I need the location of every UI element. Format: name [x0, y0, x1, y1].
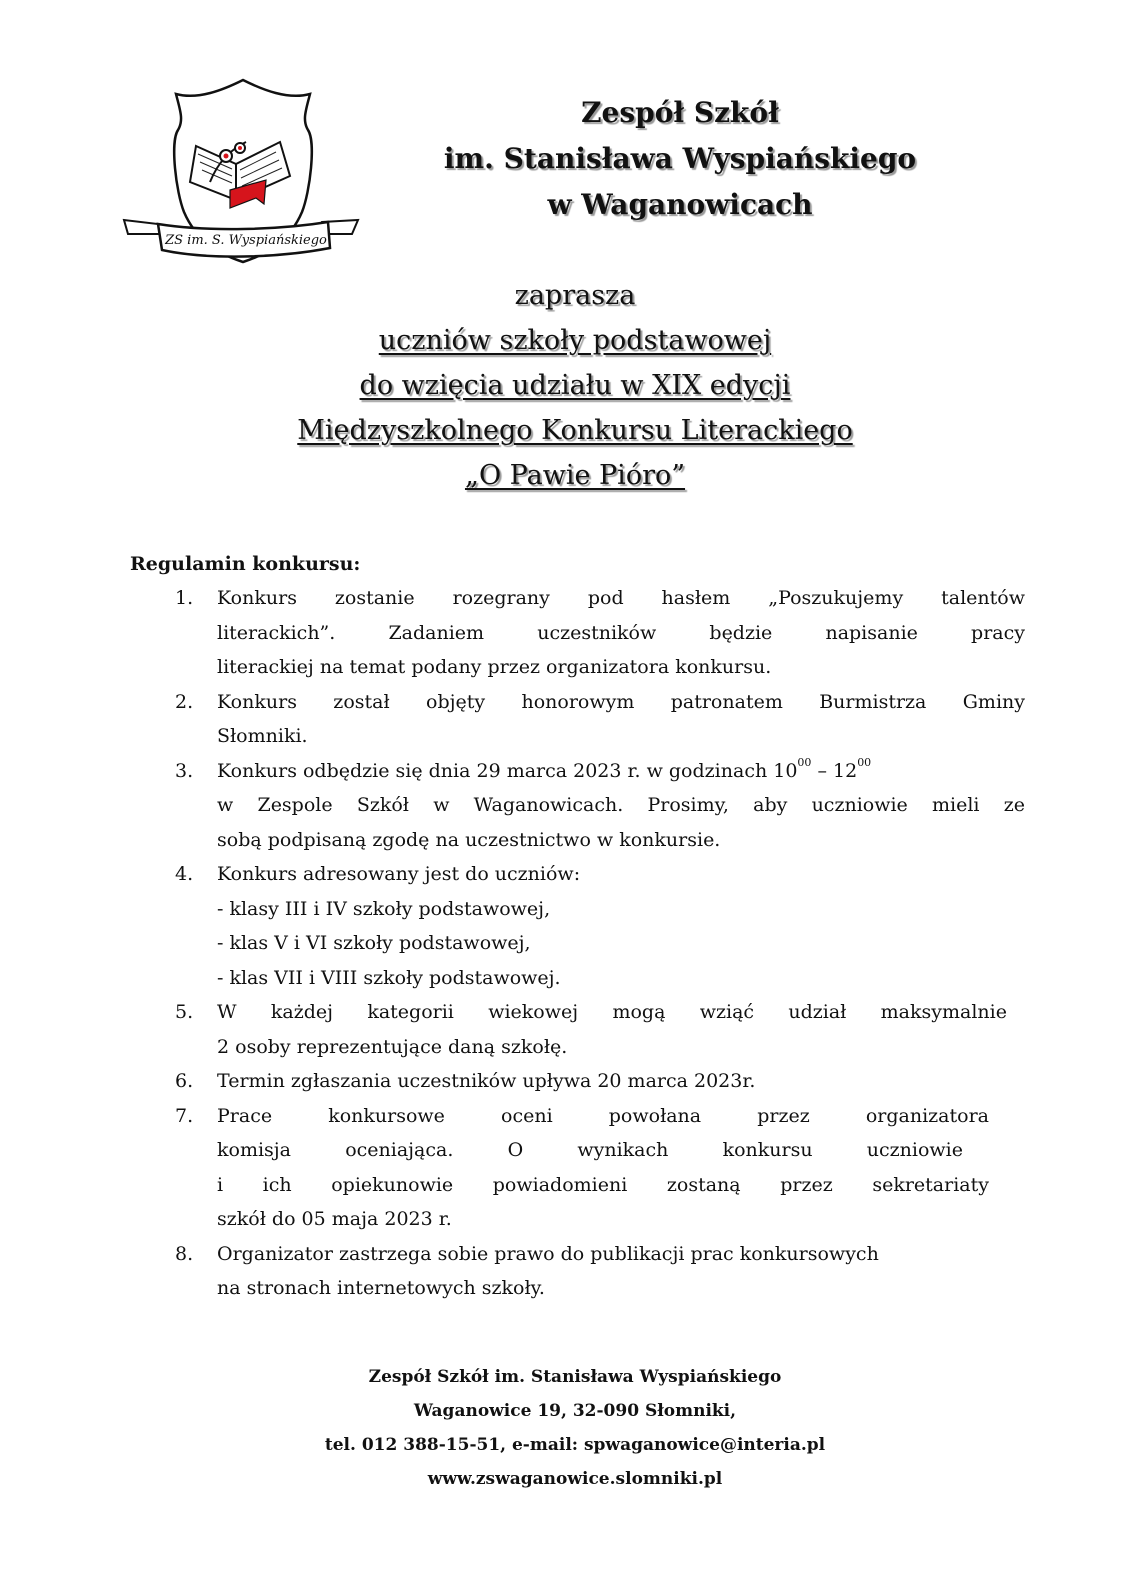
invitation-audience: uczniów szkoły podstawowej — [378, 325, 772, 356]
rule-category-line: - klas V i VI szkoły podstawowej, — [217, 932, 531, 954]
footer-contact — [150, 1360, 1000, 1496]
rule-text-line: komisja oceniająca. O wynikach konkursu uczniowie — [217, 1139, 963, 1161]
footer-address: Waganowice 19, 32-090 Słomniki, — [413, 1401, 737, 1421]
footer-phone-email: tel. 012 388-15-51, e-mail: spwaganowice@interia.pl — [324, 1435, 826, 1455]
rule-text-line: na stronach internetowych szkoły. — [217, 1277, 545, 1299]
rule-text-line: Konkurs został objęty honorowym patronatem Burmistrza Gminy — [217, 690, 1025, 713]
rule-text-line: Prace konkursowe oceni powołana przez organizatora — [217, 1104, 989, 1127]
rule-category-line: - klasy III i IV szkoły podstawowej, — [217, 897, 551, 920]
rule-text-line: Konkurs zostanie rozegrany pod hasłem „Poszukujemy talentów — [217, 587, 1025, 609]
rule-number: 1. — [175, 587, 194, 609]
rule-item — [175, 1099, 1025, 1237]
rule-category-line: - klas VII i VIII szkoły podstawowej. — [217, 966, 561, 989]
footer-website: www.zswaganowice.slomniki.pl — [427, 1469, 723, 1489]
rule-text-line: Termin zgłaszania uczestników upływa 20 marca 2023r. — [217, 1070, 756, 1092]
rule-item — [175, 857, 1025, 995]
rule-item — [175, 1064, 1025, 1099]
rule-item — [175, 1237, 1025, 1306]
rules-list — [175, 581, 1025, 1306]
rules-heading: Regulamin konkursu: — [130, 553, 361, 575]
rule-text-line: Słomniki. — [217, 725, 308, 747]
footer-school-name: Zespół Szkół im. Stanisława Wyspiańskiego — [368, 1367, 782, 1387]
school-name-line-3: w Waganowicach — [547, 188, 813, 221]
school-logo — [118, 72, 368, 282]
school-name-line-2: im. Stanisława Wyspiańskiego — [443, 142, 917, 175]
invitation-contest-name: Międzyszkolnego Konkursu Literackiego — [297, 415, 853, 446]
rule-text-line: w Zespole Szkół w Waganowicach. Prosimy, aby uczniowie mieli ze — [217, 794, 1025, 816]
school-name — [400, 90, 960, 228]
invitation-edition: do wzięcia udziału w XIX edycji — [359, 370, 791, 401]
school-name-line-1: Zespół Szkół — [581, 96, 779, 129]
rule-text-line: i ich opiekunowie powiadomieni zostaną przez sekretariaty — [217, 1173, 989, 1196]
rule-item — [175, 581, 1025, 685]
rule-item — [175, 685, 1025, 754]
invitation-contest-title: „O Pawie Pióro” — [464, 460, 686, 491]
rule-number: 2. — [175, 690, 194, 713]
logo-banner-text: ZS im. S. Wyspiańskiego — [165, 233, 327, 248]
rule-text-line: literackich”. Zadaniem uczestników będzie napisanie pracy — [217, 621, 1025, 644]
rule-text-line: W każdej kategorii wiekowej mogą wziąć udział maksymalnie — [217, 1001, 1007, 1023]
rule-time-start-minutes: 00 — [797, 756, 812, 770]
rule-number: 5. — [175, 1001, 194, 1023]
rule-number: 3. — [175, 759, 194, 782]
rule-time-end-minutes: 00 — [857, 756, 872, 770]
rule-text-line: literackiej na temat podany przez organizatora konkursu. — [217, 656, 772, 678]
rule-item — [175, 754, 1025, 858]
rule-number: 6. — [175, 1070, 194, 1092]
rule-text-line: Organizator zastrzega sobie prawo do publikacji prac konkursowych — [217, 1242, 879, 1265]
rule-number: 8. — [175, 1242, 194, 1265]
rule-number: 7. — [175, 1104, 194, 1127]
rule-number: 4. — [175, 863, 194, 885]
invitation-block — [150, 273, 1000, 498]
rule-text-line: sobą podpisaną zgodę na uczestnictwo w konkursie. — [217, 828, 721, 851]
rule-time-line — [217, 754, 1025, 789]
rule-time-text: Konkurs odbędzie się dnia 29 marca 2023 r. w godzinach 10 — [217, 759, 798, 782]
rule-item — [175, 995, 1025, 1064]
rule-text-line: szkół do 05 maja 2023 r. — [217, 1208, 452, 1230]
rule-text-line: Konkurs adresowany jest do uczniów: — [217, 863, 581, 885]
rule-time-dash: – 12 — [811, 759, 858, 782]
rule-text-line: 2 osoby reprezentujące daną szkołę. — [217, 1035, 568, 1058]
invitation-verb: zaprasza — [514, 280, 636, 311]
